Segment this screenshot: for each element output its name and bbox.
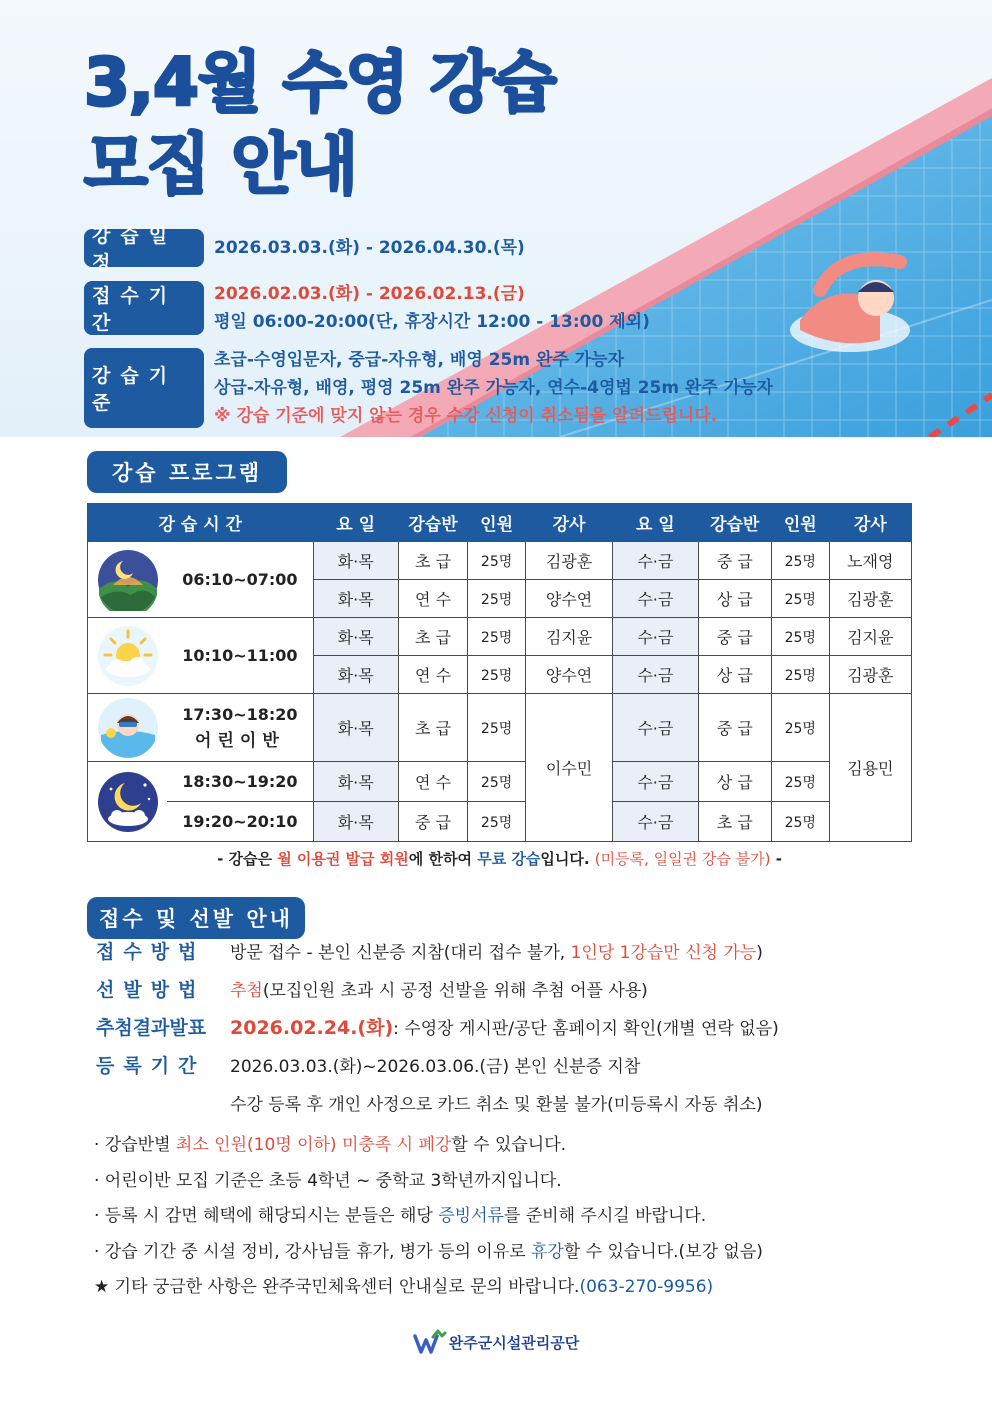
- method-row: [96, 937, 763, 964]
- class-cell: 중 급: [698, 542, 771, 580]
- reception-period-text: 2026.02.03.(화) - 2026.02.13.(금) 평일 06:00-20:00(단, 휴장시간 12:00 - 13:00 제외): [214, 284, 650, 332]
- day-cell: 화·목: [313, 762, 398, 802]
- table-row: [88, 762, 912, 802]
- class-cell: 연 수: [398, 656, 467, 694]
- time-slot-4: 18:30~19:20: [167, 762, 313, 802]
- count-cell: 25명: [771, 656, 829, 694]
- org-logo: [413, 1328, 579, 1356]
- result-text: 2026.02.24.(화): 수영장 게시판/공단 홈페이지 확인(개별 연락 없음): [230, 1017, 779, 1039]
- count-cell: 25명: [468, 618, 526, 656]
- sun-cloud-icon: [97, 625, 159, 687]
- header-day2: 요 일: [613, 504, 698, 542]
- list-item: ★ 기타 궁금한 사항은 완주국민체육센터 안내실로 문의 바랍니다.(063-270-9956): [94, 1277, 714, 1297]
- header-teacher2: 강사: [829, 504, 911, 542]
- class-cell: 중 급: [698, 618, 771, 656]
- day-cell: 화·목: [313, 802, 398, 842]
- teacher-cell: 김용민: [829, 694, 911, 842]
- hero-banner: [0, 0, 992, 437]
- day-cell: 화·목: [313, 656, 398, 694]
- count-cell: 25명: [468, 542, 526, 580]
- night-moon-icon: [97, 771, 159, 833]
- day-cell: 수·금: [613, 580, 698, 618]
- header-teacher1: 강사: [525, 504, 612, 542]
- teacher-cell: 양수연: [525, 656, 612, 694]
- dawn-moon-icon: [97, 549, 159, 611]
- class-cell: 초 급: [398, 542, 467, 580]
- schedule-row: [84, 225, 525, 274]
- time-slot-2: 10:10~11:00: [167, 618, 313, 694]
- result-label: 추첨결과발표: [96, 1017, 207, 1039]
- teacher-cell: 김광훈: [829, 580, 911, 618]
- header-count2: 인원: [771, 504, 829, 542]
- day-cell: 화·목: [313, 580, 398, 618]
- count-cell: 25명: [468, 762, 526, 802]
- count-cell: 25명: [468, 694, 526, 762]
- table-row: [88, 694, 912, 762]
- day-cell: 화·목: [313, 694, 398, 762]
- class-cell: 연 수: [398, 762, 467, 802]
- day-cell: 화·목: [313, 542, 398, 580]
- table-row: [88, 618, 912, 656]
- class-cell: 상 급: [698, 580, 771, 618]
- page-title: 3,4월 수영 강습 모집 안내: [84, 44, 556, 203]
- list-item: · 어린이반 모집 기준은 초등 4학년 ~ 중학교 3학년까지입니다.: [94, 1170, 562, 1191]
- child-swimmer-icon: [97, 697, 159, 759]
- header-class1: 강습반: [398, 504, 467, 542]
- header-day1: 요 일: [313, 504, 398, 542]
- table-row: [88, 542, 912, 580]
- register-label: 등록기간: [96, 1055, 206, 1077]
- class-cell: 중 급: [698, 694, 771, 762]
- reception-period-row: [84, 280, 650, 336]
- select-text: 추첨(모집인원 초과 시 공정 선발을 위해 추첨 어플 사용): [230, 981, 648, 1001]
- day-cell: 수·금: [613, 694, 698, 762]
- day-cell: 수·금: [613, 762, 698, 802]
- time-slot-1: 06:10~07:00: [167, 542, 313, 618]
- count-cell: 25명: [771, 580, 829, 618]
- program-note: - 강습은 월 이용권 발급 회원에 한하여 무료 강습입니다. (미등록, 일일권 강습 불가) -: [217, 850, 782, 868]
- register-row: [96, 1051, 640, 1078]
- register-note: 수강 등록 후 개인 사정으로 카드 취소 및 환불 불가(미등록시 자동 취소): [230, 1095, 763, 1115]
- class-cell: 초 급: [698, 802, 771, 842]
- footer: [0, 1328, 992, 1356]
- count-cell: 25명: [771, 542, 829, 580]
- criteria-text: 초급-수영입문자, 중급-자유형, 배영 25m 완주 가능자 상급-자유형, 배영, 평영 25m 완주 가능자, 연수-4영법 25m 완주 가능자 ※ 강습 기준에 맞지 않는 경우 수강 신청이 취소됨을 알려드립니다.: [214, 350, 774, 426]
- kids-class-label: 어린이반: [195, 730, 285, 751]
- register-note-row: [230, 1090, 763, 1115]
- notice-list: [94, 1130, 763, 1308]
- org-name: 완주군시설관리공단: [448, 1333, 580, 1352]
- count-cell: 25명: [771, 618, 829, 656]
- program-heading: 강습 프로그램: [87, 451, 287, 493]
- kids-icon-cell: [88, 694, 168, 762]
- teacher-cell: 김광훈: [829, 656, 911, 694]
- day-cell: 수·금: [613, 802, 698, 842]
- day-cell: 수·금: [613, 618, 698, 656]
- criteria-label: 강습기준: [84, 348, 204, 428]
- schedule-label: 강습일정: [84, 229, 204, 267]
- teacher-cell: 양수연: [525, 580, 612, 618]
- time-slot-3: 17:30~18:20 어린이반: [167, 694, 313, 762]
- morning-icon-cell: [88, 618, 168, 694]
- method-text: 방문 접수 - 본인 신분증 지참(대리 접수 불가, 1인당 1강습만 신청 가능): [230, 943, 763, 963]
- teacher-cell: 이수민: [525, 694, 612, 842]
- criteria-row: [84, 346, 773, 430]
- register-text: 2026.03.03.(화)~2026.03.06.(금) 본인 신분증 지참: [230, 1057, 641, 1077]
- count-cell: 25명: [771, 762, 829, 802]
- table-header-row: [88, 504, 912, 542]
- teacher-cell: 김지윤: [829, 618, 911, 656]
- dawn-icon-cell: [88, 542, 168, 618]
- class-cell: 상 급: [698, 656, 771, 694]
- list-item: · 강습 기간 중 시설 정비, 강사님들 휴가, 병가 등의 이유로 휴강할 수 있습니다.(보강 없음): [94, 1241, 763, 1262]
- day-cell: 수·금: [613, 542, 698, 580]
- class-cell: 연 수: [398, 580, 467, 618]
- night-icon-cell: [88, 762, 168, 842]
- class-cell: 상 급: [698, 762, 771, 802]
- count-cell: 25명: [771, 694, 829, 762]
- org-logo-icon: [413, 1328, 447, 1356]
- select-label: 선발방법: [96, 979, 206, 1001]
- teacher-cell: 노재영: [829, 542, 911, 580]
- header-time: 강 습 시 간: [88, 504, 314, 542]
- result-row: [96, 1013, 779, 1040]
- schedule-table: [87, 503, 912, 842]
- time-slot-5: 19:20~20:10: [167, 802, 313, 842]
- reception-period-label: 접수기간: [84, 281, 204, 335]
- table-row: [88, 802, 912, 842]
- count-cell: 25명: [468, 802, 526, 842]
- class-cell: 초 급: [398, 694, 467, 762]
- reception-heading: 접수 및 선발 안내: [87, 897, 305, 939]
- header-count1: 인원: [468, 504, 526, 542]
- teacher-cell: 김지윤: [525, 618, 612, 656]
- method-label: 접수방법: [96, 941, 206, 963]
- count-cell: 25명: [771, 802, 829, 842]
- class-cell: 초 급: [398, 618, 467, 656]
- count-cell: 25명: [468, 656, 526, 694]
- day-cell: 화·목: [313, 618, 398, 656]
- list-item: · 등록 시 감면 혜택에 해당되시는 분들은 해당 증빙서류를 준비해 주시길 바랍니다.: [94, 1206, 707, 1226]
- schedule-text: 2026.03.03.(화) - 2026.04.30.(목): [214, 238, 525, 258]
- teacher-cell: 김광훈: [525, 542, 612, 580]
- class-cell: 중 급: [398, 802, 467, 842]
- day-cell: 수·금: [613, 656, 698, 694]
- select-row: [96, 975, 648, 1002]
- count-cell: 25명: [468, 580, 526, 618]
- list-item: · 강습반별 최소 인원(10명 이하) 미충족 시 폐강할 수 있습니다.: [94, 1135, 567, 1155]
- header-class2: 강습반: [698, 504, 771, 542]
